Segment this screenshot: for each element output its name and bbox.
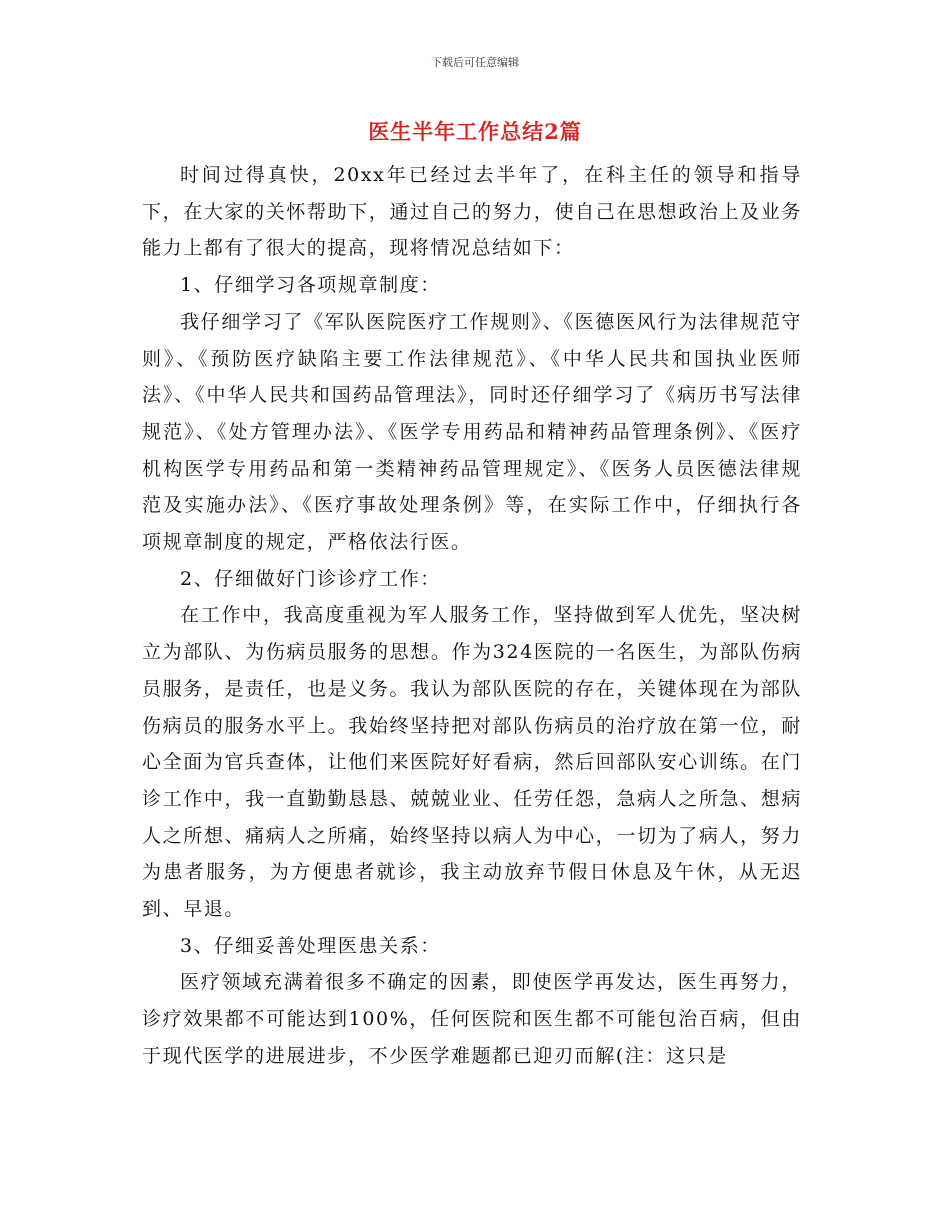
document-title: 医生半年工作总结2篇 [368,119,582,144]
section-heading-3: 3、仔细妥善处理医患关系： [180,934,441,957]
paragraph-section-2: 在工作中，我高度重视为军人服务工作，坚持做到军人优先，坚决树立为部队、为伤病员服务的思想。作为324医院的一名医生，为部队伤病员服务，是责任，也是义务。我认为部队医院的存在，关键体现在为部队伤病员的服务水平上。我始终坚持把对部队伤病员的治疗放在第一位，耐心全面为官兵查体，让他们来医院好好看病，然后回部队安心训练。在门诊工作中，我一直勤勤恳恳、兢兢业业、任劳任怨，急病人之所急、想病人之所想、痛病人之所痛，始终坚持以病人为中心，一切为了病人，努力为患者服务，为方便患者就诊，我主动放弃节假日休息及午休，从无迟到、早退。 [142,604,802,921]
paragraph-intro: 时间过得真快，20xx年已经过去半年了，在科主任的领导和指导下，在大家的关怀帮助下，通过自己的努力，使自己在思想政治上及业务能力上都有了很大的提高，现将情况总结如下： [142,164,802,260]
section-heading-2: 2、仔细做好门诊诊疗工作： [180,567,441,590]
paragraph-section-3: 医疗领域充满着很多不确定的因素，即使医学再发达，医生再努力，诊疗效果都不可能达到100%，任何医院和医生都不可能包治百病，但由于现代医学的进展进步，不少医学难题都已迎刃而解(注：这只是 [142,971,802,1067]
document-body [142,157,802,1075]
paragraph-section-1: 我仔细学习了《军队医院医疗工作规则》、《医德医风行为法律规范守则》、《预防医疗缺陷主要工作法律规范》、《中华人民共和国执业医师法》、《中华人民共和国药品管理法》，同时还仔细学习了《病历书写法律规范》、《处方管理办法》、《医学专用药品和精神药品管理条例》、《医疗机构医学专用药品和第一类精神药品管理规定》、《医务人员医德法律规范及实施办法》、《医疗事故处理条例》等，在实际工作中，仔细执行各项规章制度的规定，严格依法行医。 [142,310,802,554]
section-heading-1: 1、仔细学习各项规章制度： [180,274,441,297]
header-note: 下载后可任意编辑 [431,56,519,69]
